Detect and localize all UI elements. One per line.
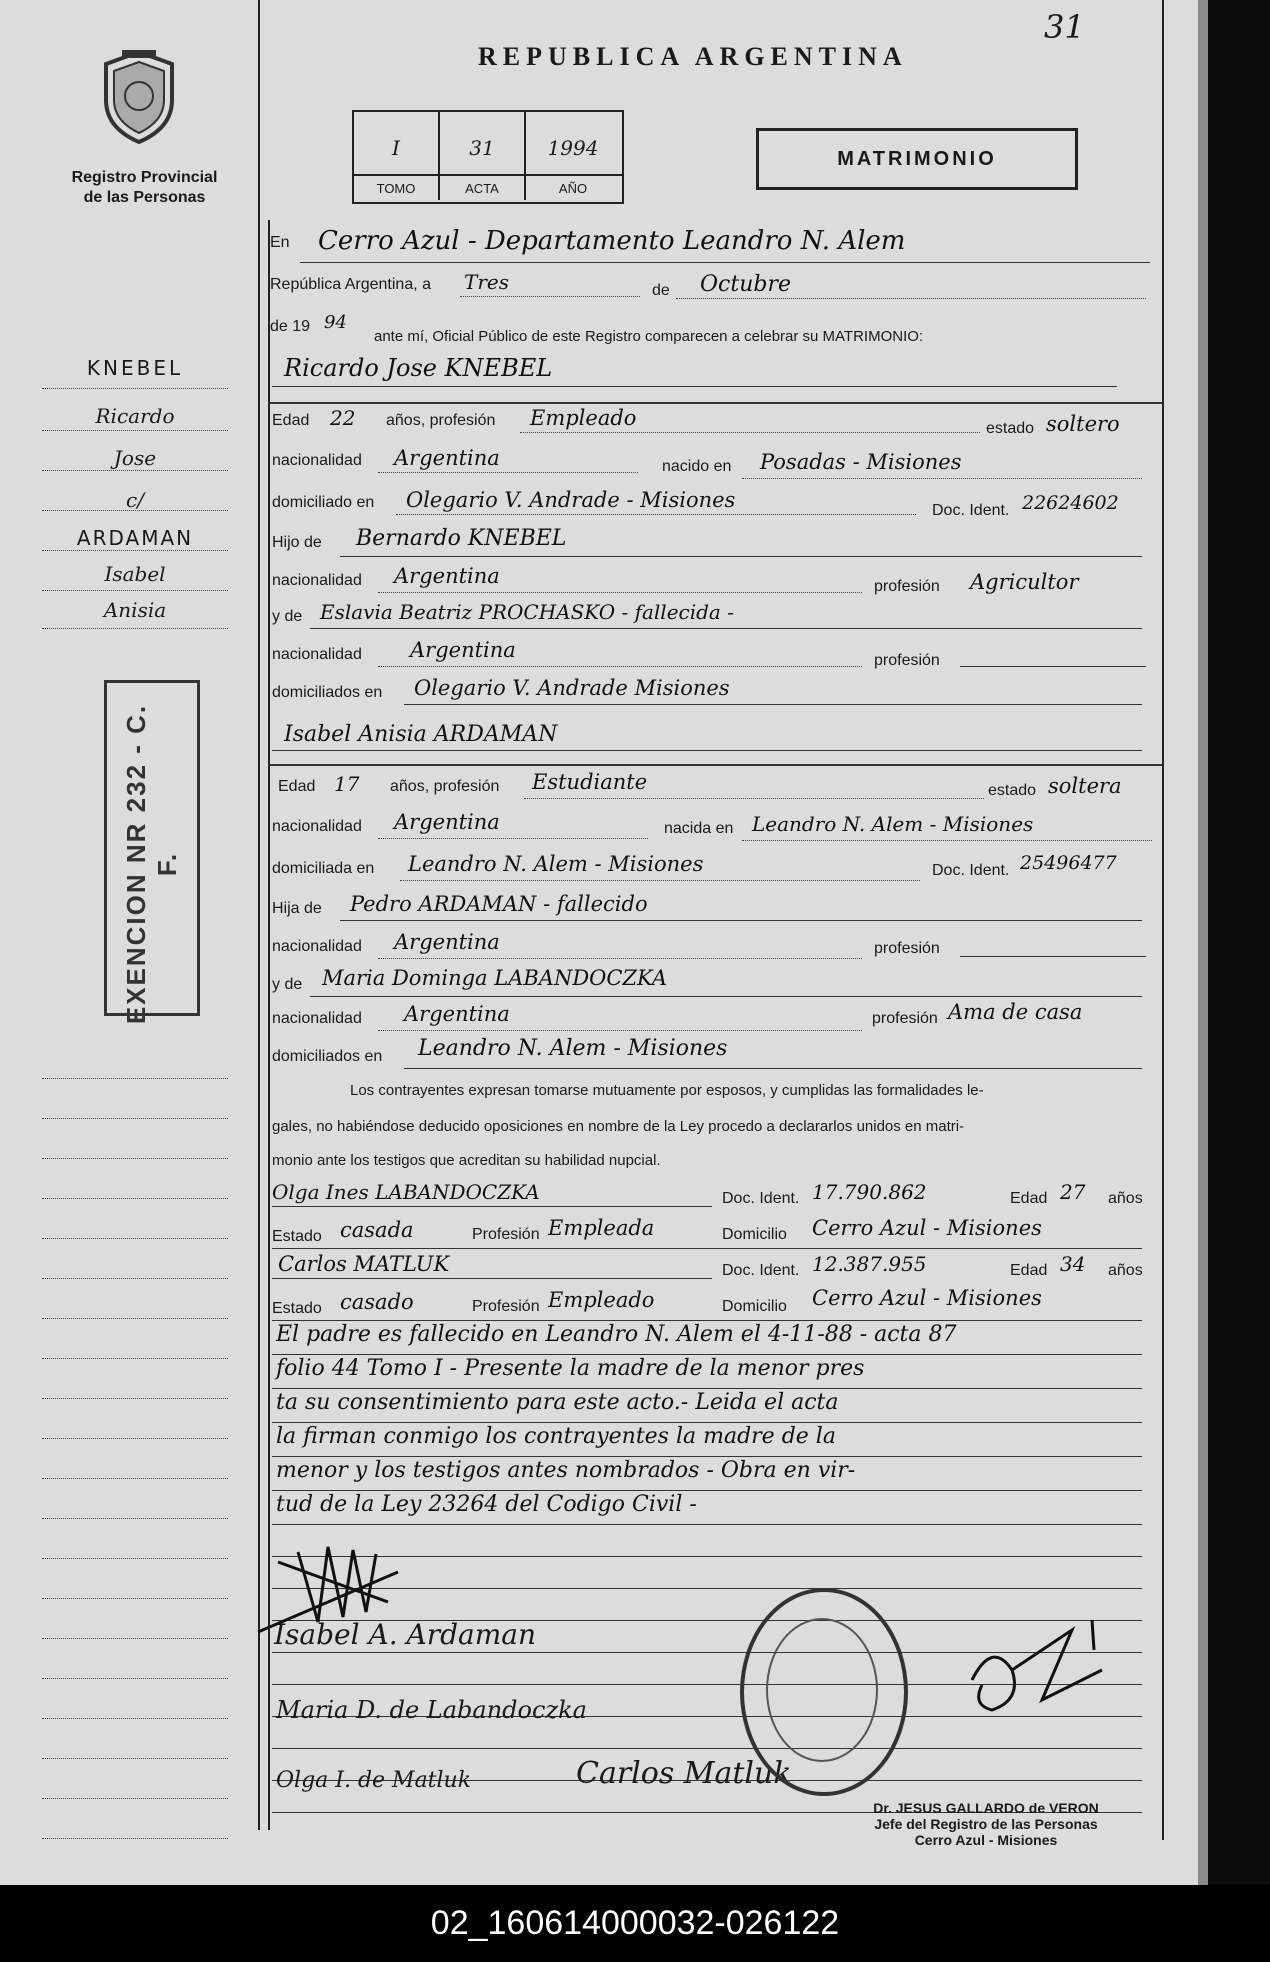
- note-line-5: menor y los testigos antes nombrados - Obra en vir-: [276, 1458, 856, 1483]
- bride-domicilio: Leandro N. Alem - Misiones: [408, 852, 704, 876]
- bride-dom-label: domiciliada en: [272, 860, 375, 877]
- provincial-seal-icon: [98, 48, 180, 146]
- witness-2-dom-label: Domicilio: [722, 1298, 787, 1315]
- acta-value: 31: [469, 136, 495, 160]
- witness-1-anios-label: años: [1108, 1190, 1143, 1207]
- official-place: Cerro Azul - Misiones: [914, 1832, 1058, 1848]
- official-title: Jefe del Registro de las Personas: [874, 1816, 1098, 1832]
- bride-padre-prof-label: profesión: [874, 940, 940, 957]
- anio-value: 1994: [547, 136, 599, 160]
- groom-padre-nac-label: nacionalidad: [272, 572, 362, 589]
- groom-nacido-label: nacido en: [662, 458, 732, 475]
- bride-nacida-en: Leandro N. Alem - Misiones: [752, 812, 1034, 836]
- groom-dom-label: domiciliado en: [272, 494, 375, 511]
- document-title: REPUBLICA ARGENTINA: [478, 42, 908, 71]
- bride-madre-prof: Ama de casa: [948, 1000, 1083, 1024]
- witness-2-edad-label: Edad: [1010, 1262, 1048, 1279]
- witness-2-anios-label: años: [1108, 1262, 1143, 1279]
- bride-padre-nac-label: nacionalidad: [272, 938, 362, 955]
- bride-padres-dom: Leandro N. Alem - Misiones: [418, 1036, 728, 1061]
- bride-nac-label: nacionalidad: [272, 818, 362, 835]
- margin-line-4: ARDAMAN: [76, 526, 194, 550]
- witness-1-doc-label: Doc. Ident.: [722, 1190, 800, 1207]
- year-suffix: 94: [324, 312, 347, 333]
- bride-padre-nac: Argentina: [394, 930, 500, 954]
- bride-madre-prof-label: profesión: [872, 1010, 938, 1027]
- witness-2-doc-label: Doc. Ident.: [722, 1262, 800, 1279]
- bride-madre-nac-label: nacionalidad: [272, 1010, 362, 1027]
- groom-estado-label: estado: [986, 420, 1035, 437]
- witness-2-estado-label: Estado: [272, 1300, 322, 1317]
- tomo-label: TOMO: [376, 181, 416, 196]
- margin-line-3: c/: [126, 488, 144, 512]
- bride-doc-label: Doc. Ident.: [932, 862, 1010, 879]
- bride-madre-nac: Argentina: [404, 1002, 510, 1026]
- groom-edad-label: Edad: [272, 412, 310, 429]
- file-caption: 02_160614000032-026122: [430, 1904, 840, 1942]
- note-line-6: tud de la Ley 23264 del Codigo Civil -: [276, 1492, 697, 1517]
- bride-padres-dom-label: domiciliados en: [272, 1048, 383, 1065]
- groom-nac-label: nacionalidad: [272, 452, 362, 469]
- bride-doc: 25496477: [1020, 852, 1117, 874]
- groom-anios-label: años, profesión: [386, 412, 496, 429]
- margin-surname: KNEBEL: [86, 356, 184, 380]
- act-type-box: MATRIMONIO: [756, 128, 1078, 190]
- margin-line-2: Jose: [113, 446, 157, 470]
- de-label: de: [652, 282, 670, 299]
- bride-padre: Pedro ARDAMAN - fallecido: [350, 892, 648, 916]
- stamp-text: EXENCION NR 232 - C. F.: [121, 703, 182, 1025]
- official-round-seal: [740, 1588, 908, 1796]
- witness-1-edad: 27: [1060, 1180, 1086, 1204]
- witness-2-doc: 12.387.955: [812, 1252, 927, 1276]
- groom-edad: 22: [330, 406, 356, 430]
- form-right-border: [1162, 0, 1164, 1840]
- bride-edad-label: Edad: [278, 778, 316, 795]
- groom-padres-dom: Olegario V. Andrade Misiones: [414, 676, 730, 700]
- groom-name: Ricardo Jose KNEBEL: [284, 354, 553, 382]
- bride-nacida-label: nacida en: [664, 820, 734, 837]
- witness-1-edad-label: Edad: [1010, 1190, 1048, 1207]
- registry-name: [62, 168, 227, 208]
- witness-1-prof-label: Profesión: [472, 1226, 540, 1243]
- bride-edad: 17: [334, 772, 360, 796]
- month: Octubre: [700, 272, 791, 297]
- groom-padre-prof: Agricultor: [970, 570, 1079, 594]
- groom-madre-nac-label: nacionalidad: [272, 646, 362, 663]
- witness-1-domicilio: Cerro Azul - Misiones: [812, 1216, 1042, 1240]
- witness-2-name: Carlos MATLUK: [278, 1252, 450, 1276]
- declaration-line-1: Los contrayentes expresan tomarse mutuamente por esposos, y cumplidas las formalidades le-: [350, 1082, 984, 1099]
- reference-box: [352, 110, 624, 204]
- witness-2-prof-label: Profesión: [472, 1298, 540, 1315]
- anio-cell: [526, 112, 620, 200]
- groom-padre: Bernardo KNEBEL: [356, 526, 567, 551]
- bride-anios-label: años, profesión: [390, 778, 500, 795]
- groom-madre-nac: Argentina: [410, 638, 516, 662]
- groom-padre-nac: Argentina: [394, 564, 500, 588]
- note-line-4: la firman conmigo los contrayentes la madre de la: [276, 1424, 836, 1449]
- note-line-2: folio 44 Tomo I - Presente la madre de la menor pres: [276, 1356, 865, 1381]
- groom-madre-prof-label: profesión: [874, 652, 940, 669]
- groom-madre: Eslavia Beatriz PROCHASKO - fallecida -: [320, 600, 734, 624]
- de-year-label: de 19: [270, 318, 311, 335]
- mother-signature: Maria D. de Labandoczka: [276, 1696, 587, 1724]
- groom-doc-label: Doc. Ident.: [932, 502, 1010, 519]
- witness-1-signature: Olga I. de Matluk: [276, 1768, 472, 1793]
- witness-2-edad: 34: [1060, 1252, 1086, 1276]
- groom-padres-dom-label: domiciliados en: [272, 684, 383, 701]
- groom-hijo-label: Hijo de: [272, 534, 322, 551]
- registry-line-2: de las Personas: [83, 189, 206, 206]
- bride-estado: soltera: [1048, 774, 1122, 798]
- en-label: En: [270, 234, 290, 251]
- day: Tres: [464, 270, 509, 294]
- acta-label: ACTA: [465, 181, 499, 196]
- groom-estado: soltero: [1046, 412, 1120, 436]
- official-block: [846, 1800, 1126, 1848]
- groom-doc: 22624602: [1022, 492, 1119, 514]
- groom-padre-prof-label: profesión: [874, 578, 940, 595]
- witness-2-domicilio: Cerro Azul - Misiones: [812, 1286, 1042, 1310]
- note-line-1: El padre es fallecido en Leandro N. Alem el 4-11-88 - acta 87: [276, 1322, 957, 1347]
- bride-nacionalidad: Argentina: [394, 810, 500, 834]
- official-name: Dr. JESUS GALLARDO de VERON: [873, 1800, 1099, 1816]
- witness-2-estado: casado: [340, 1290, 414, 1314]
- bride-madre: Maria Dominga LABANDOCZKA: [322, 966, 668, 990]
- bride-madre-label: y de: [272, 976, 303, 993]
- registry-line-1: Registro Provincial: [71, 169, 218, 186]
- witness-1-name: Olga Ines LABANDOCZKA: [272, 1180, 540, 1204]
- page-number: 31: [1044, 8, 1085, 46]
- groom-madre-label: y de: [272, 608, 303, 625]
- bride-name: Isabel Anisia ARDAMAN: [284, 722, 558, 747]
- official-signature: [952, 1610, 1112, 1740]
- bride-estado-label: estado: [988, 782, 1037, 799]
- declaration-line-2: gales, no habiéndose deducido oposiciones en nombre de la Ley procedo a declararlos unidos en matri-: [272, 1118, 965, 1135]
- tomo-cell: [354, 112, 440, 200]
- bride-signature: Isabel A. Ardaman: [274, 1618, 536, 1651]
- witness-1-estado: casada: [340, 1218, 414, 1242]
- groom-profesion: Empleado: [530, 406, 637, 430]
- acta-cell: [440, 112, 526, 200]
- bride-hija-label: Hija de: [272, 900, 322, 917]
- groom-nacionalidad: Argentina: [394, 446, 500, 470]
- groom-nacido-en: Posadas - Misiones: [760, 450, 962, 474]
- page-edge: [1198, 0, 1208, 1885]
- bride-profesion: Estudiante: [532, 770, 648, 794]
- book-binding: [1208, 0, 1270, 1885]
- witness-2-signature: Carlos Matluk: [576, 1756, 792, 1791]
- witness-2-profesion: Empleado: [548, 1288, 655, 1312]
- anio-label: AÑO: [558, 181, 588, 196]
- exemption-stamp: [104, 680, 200, 1025]
- witness-1-estado-label: Estado: [272, 1228, 322, 1245]
- witness-1-dom-label: Domicilio: [722, 1226, 787, 1243]
- note-line-3: ta su consentimiento para este acto.- Leida el acta: [276, 1390, 839, 1415]
- statement: ante mí, Oficial Público de este Registro comparecen a celebrar su MATRIMONIO:: [374, 328, 924, 345]
- margin-line-6: Anisia: [103, 598, 167, 622]
- witness-1-doc: 17.790.862: [812, 1180, 927, 1204]
- margin-line-1: Ricardo: [95, 404, 175, 428]
- place: Cerro Azul - Departamento Leandro N. Alem: [318, 226, 906, 256]
- margin-line-5: Isabel: [104, 562, 166, 586]
- republica-label: República Argentina, a: [270, 276, 431, 293]
- declaration-line-3: monio ante los testigos que acreditan su habilidad nupcial.: [272, 1152, 661, 1169]
- groom-domicilio: Olegario V. Andrade - Misiones: [406, 488, 736, 512]
- witness-1-profesion: Empleada: [548, 1216, 655, 1240]
- tomo-value: I: [392, 136, 400, 160]
